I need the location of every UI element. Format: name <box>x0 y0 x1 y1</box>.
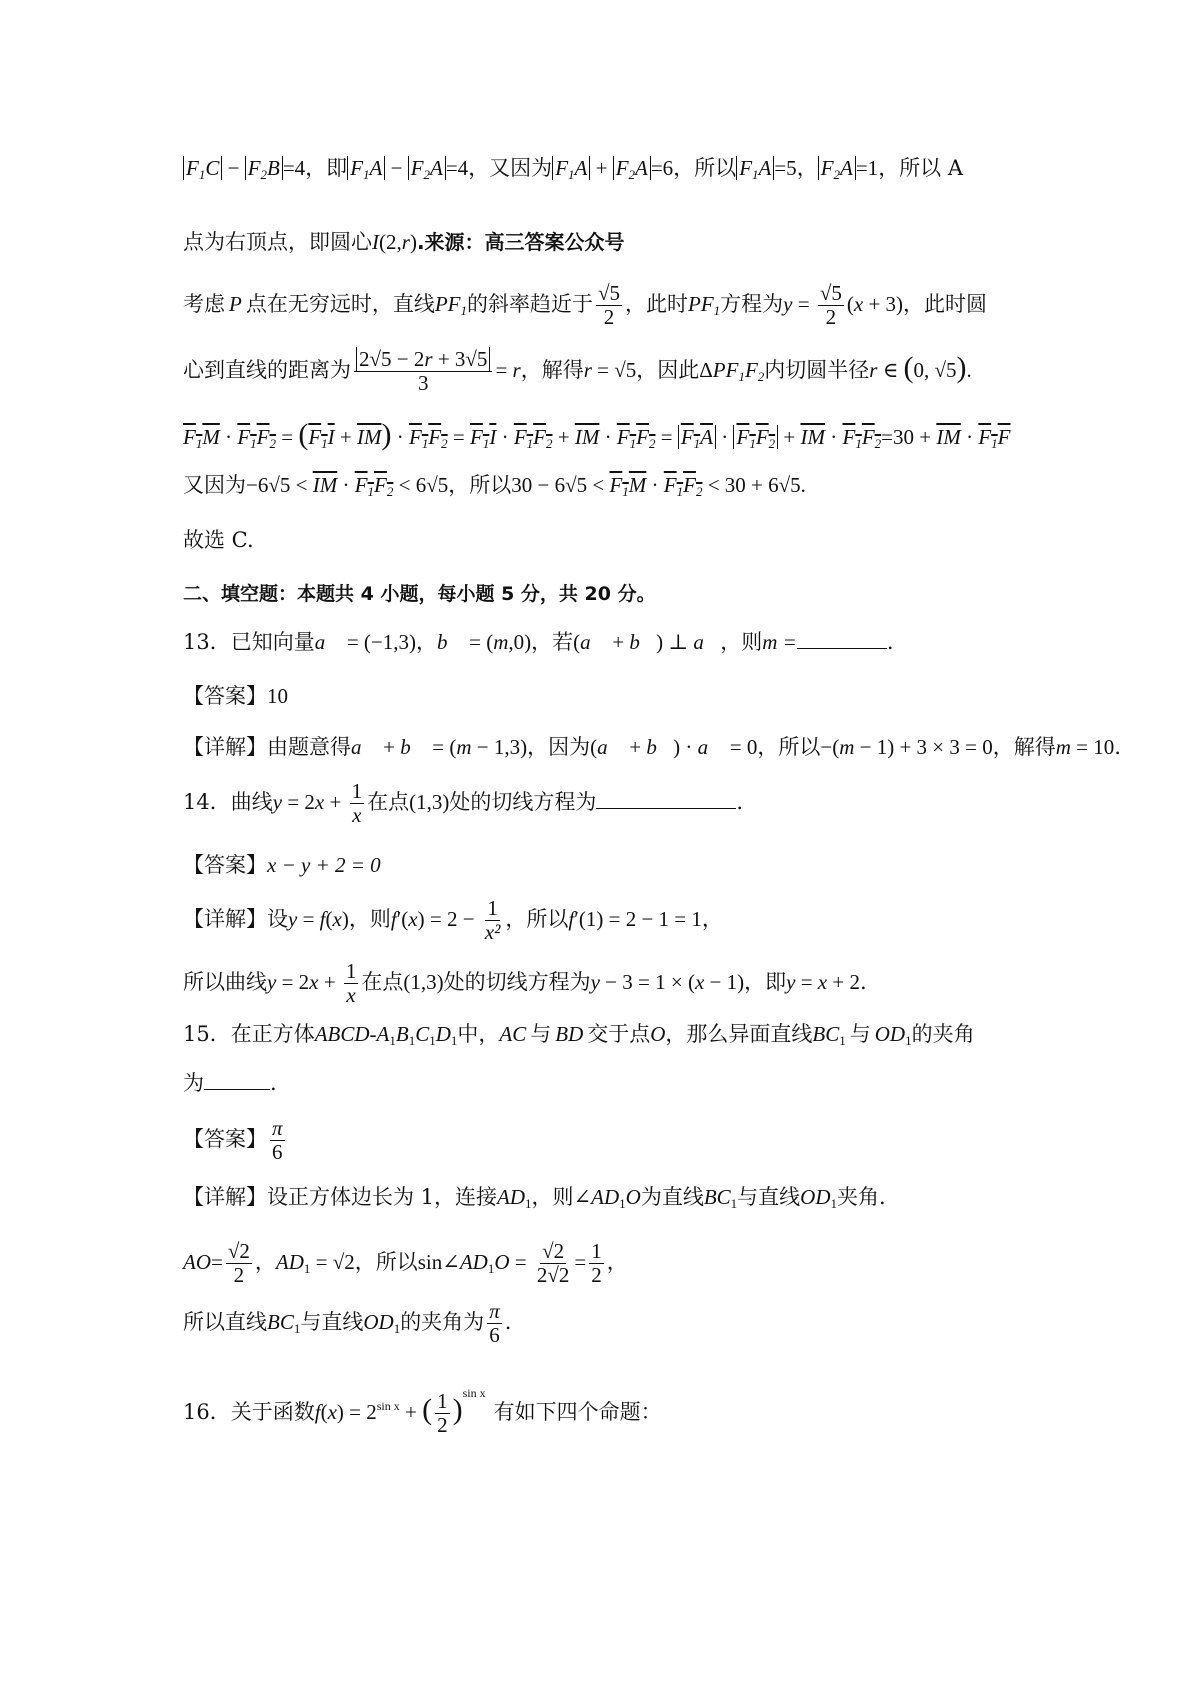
math-pf1: $PF_1$ <box>434 292 467 319</box>
math-bd: BD <box>555 1022 584 1046</box>
text: ，若 <box>531 630 574 654</box>
denominator: 6 <box>272 1140 283 1165</box>
text: ，即 <box>744 970 787 995</box>
denominator: 2 <box>437 1413 448 1438</box>
text: 中， <box>457 1022 500 1046</box>
text: ， <box>606 1250 628 1275</box>
answer-value: x − y + 2 = 0 <box>267 853 381 877</box>
eq-text: =4 <box>282 156 306 180</box>
eq-text: =5 <box>774 156 797 180</box>
question-13: 13．已知向量a⃗ = (−1,3)，b⃗ = (m,0)，若(a⃗ + b⃗) ⊥ a⃗，则m = . <box>183 630 894 654</box>
text: 在点 <box>367 790 410 815</box>
text: 设正方体边长为 1，连接 <box>267 1185 498 1209</box>
text: 为 <box>183 1071 204 1095</box>
text: 在点 <box>361 970 404 995</box>
fraction-pi-over-6 <box>487 1300 502 1347</box>
source-note: .来源：高三答案公众号 <box>416 230 625 254</box>
math-point: (1,3) <box>403 970 444 995</box>
text: . <box>736 790 744 815</box>
text: ，所以 <box>448 473 512 497</box>
detail-14-continued: 所以曲线y = 2x + $\frac{1}{x}$ 在点(1,3)处的切线方程为y − 3 = 1 × (x − 1)，即y = x + 2. <box>183 959 867 1008</box>
text: 由题意得 <box>267 735 351 759</box>
math-p: P <box>229 292 242 317</box>
abs-f1a: $F_1A$ <box>736 156 774 180</box>
text: 的夹角为 <box>400 1310 485 1335</box>
text: ， <box>416 630 438 654</box>
numerator: 1 <box>345 959 357 983</box>
text: ， <box>701 907 723 932</box>
fraction-1-over-x2 <box>483 897 503 944</box>
text: ，则 <box>720 630 763 654</box>
line-2: 点为右顶点，即圆心I(2,r).来源：高三答案公众号 <box>183 230 625 254</box>
detail-15-continued: AO= $\frac{√2}{2}$ ，$AD_1 = √2$，所以$\sin\angle AD_1O$ = $\frac{√2}{2√2}$ = $\frac{1}{2}$ ， <box>183 1239 628 1288</box>
text: ，则 <box>531 1185 574 1209</box>
text: 考虑 <box>183 292 225 317</box>
text: . <box>859 970 867 995</box>
detail-tag: 【详解】 <box>183 735 267 759</box>
math-m: m = <box>762 630 797 654</box>
numerator: √2 <box>227 1239 250 1263</box>
question-number: 14．曲线 <box>183 790 273 815</box>
text: ，此时圆 <box>903 292 988 317</box>
abs-f1c: $F_1C$ <box>183 156 222 180</box>
answer-tag: 【答案】 <box>183 853 267 877</box>
text: ，所以 <box>757 735 821 759</box>
denominator: 3 <box>417 371 429 396</box>
denominator: x <box>346 983 356 1008</box>
text: 处的切线方程为 <box>449 790 597 815</box>
fraction-sqrt5-over-2 <box>818 282 844 329</box>
conclusion: 故选 C. <box>183 528 254 552</box>
line-3: 考虑 P 点在无穷远时，直线$PF_1$的斜率趋近于 $\frac{√5}{2}$ ，此时$PF_1$方程为y = $\frac{√5}{2}$ (x + 3)，此时圆 <box>183 281 988 330</box>
text: 所以曲线 <box>183 970 267 995</box>
numerator: 1 <box>351 779 363 803</box>
text: ，解得 <box>520 358 584 383</box>
numerator: √5 <box>597 281 621 305</box>
denominator: 6 <box>489 1323 500 1348</box>
answer-tag: 【答案】 <box>183 684 267 708</box>
answer-tag: 【答案】 <box>183 1127 267 1152</box>
fraction-sqrt5-over-2 <box>596 282 622 329</box>
denominator: 2 <box>825 305 837 330</box>
math-incenter: I <box>372 230 379 254</box>
text: 所以直线 <box>183 1310 267 1335</box>
answer-blank[interactable] <box>797 632 887 649</box>
text: . <box>1114 735 1121 759</box>
fraction-1-over-2 <box>589 1240 604 1287</box>
line-1: $F_1C - F_2B =4$，即 $F_1A - F_2A =4$，又因为 $F_1A + F_2A =6$，所以 $F_1A =5$， $F_2A =1$，所以 A <box>183 158 963 179</box>
text: 内切圆半径 <box>764 358 870 383</box>
detail-15: 【详解】设正方体边长为 1，连接$AD_1$，则$\angle AD_1O$为直线$BC_1$与直线$OD_1$夹角. <box>183 1185 886 1211</box>
math-pf1: $PF_1$ <box>688 292 721 319</box>
question-number: 13．已知向量 <box>183 630 315 654</box>
text: ，又因为 <box>468 156 553 180</box>
detail-tag: 【详解】 <box>183 907 267 932</box>
question-16: 16．关于函数$f(x) = 2^{sin x}$ + ( $\frac{1}{2}$ )$^{sin x}$有如下四个命题： <box>183 1386 662 1438</box>
numerator: 1 <box>437 1389 448 1413</box>
text: 的斜率趋近于 <box>466 292 593 317</box>
exponent: sin x <box>376 1399 400 1414</box>
numerator: 1 <box>487 896 498 920</box>
text: =30 + <box>881 425 932 449</box>
text: ，所以 <box>673 156 737 180</box>
text: 又因为 <box>183 473 246 497</box>
text: . <box>270 1071 277 1095</box>
numerator: √2 <box>542 1239 565 1263</box>
math-point: (1,3) <box>409 790 450 815</box>
text: ，因为 <box>527 735 591 759</box>
detail-13: 【详解】由题意得a⃗ + b⃗ = (m − 1,3)，因为(a⃗ + b⃗) · a⃗ = 0，所以−(m − 1) + 3 × 3 = 0，解得m = 10. <box>183 735 1121 759</box>
detail-14: 【详解】设y = f(x)，则f′(x) = 2 − $\frac{1}{\text{x²}}$ ，所以f′(1) = 2 − 1 = 1， <box>183 896 723 945</box>
abs-f2b: $F_2B$ <box>245 156 283 180</box>
text: . <box>886 630 894 654</box>
answer-blank[interactable] <box>204 1073 270 1090</box>
detail-tag: 【详解】 <box>183 1185 267 1209</box>
denominator: x <box>352 803 362 828</box>
question-number: 15．在正方体 <box>183 1022 315 1046</box>
fraction-1-over-x <box>350 780 365 827</box>
numerator: 1 <box>591 1239 602 1263</box>
text: ， <box>254 1250 276 1275</box>
text: ，那么异面直线 <box>665 1022 813 1046</box>
section-heading <box>183 583 656 604</box>
fraction-1-over-2 <box>435 1390 450 1437</box>
text: . <box>504 1310 512 1335</box>
math-o: O <box>650 1022 666 1046</box>
denominator: 2 <box>233 1263 245 1288</box>
text: 的夹角 <box>911 1022 975 1046</box>
text: ，此时 <box>625 292 689 317</box>
detail-15-conclusion: 所以直线$BC_1$与直线$OD_1$的夹角为 $\frac{\pi}{6}$ . <box>183 1299 512 1348</box>
question-number: 16．关于函数 <box>183 1400 315 1425</box>
eq-text: =6 <box>650 156 674 180</box>
text: 与 <box>849 1022 871 1046</box>
text: ，因此 <box>636 358 700 383</box>
text: ， <box>796 156 818 180</box>
denominator: 2√2 <box>536 1263 570 1288</box>
numerator: π <box>272 1116 283 1140</box>
text: ，则 <box>348 907 391 932</box>
abs-f2a: $F_2A$ <box>408 156 446 180</box>
abs-f2a: $F_2A$ <box>818 156 856 180</box>
distance-fraction <box>354 348 492 395</box>
text: 设 <box>267 907 288 932</box>
question-15-continued <box>183 1073 277 1094</box>
text: 与 <box>530 1022 552 1046</box>
text: ，所以 <box>505 907 569 932</box>
text: ，所以 A <box>878 156 964 180</box>
eq-text: =1 <box>855 156 879 180</box>
answer-15 <box>183 1117 288 1164</box>
text: 与直线 <box>300 1310 364 1335</box>
denominator: 2 <box>591 1263 602 1288</box>
text: 处的切线方程为 <box>443 970 591 995</box>
abs-f1a: $F_1A$ <box>552 156 590 180</box>
numerator: π <box>489 1299 500 1323</box>
denominator: 2 <box>603 305 615 330</box>
answer-14 <box>183 855 381 876</box>
text: ，即 <box>305 156 348 180</box>
eq-text: =4 <box>445 156 469 180</box>
text: 点在无穷远时，直线 <box>245 292 435 317</box>
question-14: 14．曲线y = 2x + $\frac{1}{x}$ 在点(1,3)处的切线方程为 . <box>183 779 744 828</box>
answer-blank[interactable] <box>596 792 736 809</box>
text: 点为右顶点，即圆心 <box>183 230 372 254</box>
text: ，解得 <box>992 735 1056 759</box>
line-6: 又因为$-6√5 < \overline{IM} \cdot F_1F_2 < 6√5$，所以$30 - 6√5 < F_1M \cdot F_1F_2 < 30 + 6√5$. <box>183 473 806 499</box>
fraction-pi-over-6 <box>270 1117 285 1164</box>
text: 方程为 <box>720 292 784 317</box>
text: 心到直线的距离为 <box>183 358 351 383</box>
fraction-1-over-x <box>344 960 359 1007</box>
text: 为直线 <box>640 1185 704 1209</box>
text: ，所以 <box>354 1250 418 1275</box>
text: 与直线 <box>737 1185 801 1209</box>
line-4: 心到直线的距离为 $\frac{2√5 - 2r + 3√5}{3}$ = r，解得r = √5，因此$\Delta PF_1F_2$内切圆半径r ∈ (0, √5). <box>183 347 972 396</box>
numerator: √5 <box>819 281 842 305</box>
question-15: 15．在正方体ABCD-$A_1B_1C_1D_1$中，AC 与 BD 交于点O，那么异面直线$BC_1$ 与 $OD_1$的夹角 <box>183 1022 975 1048</box>
section-title: 二、填空题：本题共 4 小题，每小题 5 分，共 20 分。 <box>183 583 656 605</box>
fraction-sqrt2-over-2 <box>226 1240 252 1287</box>
text: 交于点 <box>587 1022 651 1046</box>
text: 夹角. <box>837 1185 886 1209</box>
line-5: $F_1M \cdot F_1F_2 = (F_1I + \overline{IM}) \cdot F_1F_2 = F_1I \cdot F_1F_2 + \overline{IM} \cdot F_1F_2 = F_1A \cdot F_1F_2 + \overline{IM} \cdot F_1F_2=30 + \overline{IM} \cdot F_1F$ <box>183 418 1011 451</box>
fraction-sqrt2-over-2sqrt2 <box>535 1240 572 1287</box>
text: 有如下四个命题： <box>493 1400 662 1425</box>
math-ac: AC <box>499 1022 527 1046</box>
numerator: 2√5 − 2r + 3√5 <box>354 348 492 372</box>
abs-f1a: $F_1A$ <box>347 156 385 180</box>
answer-value: 10 <box>267 684 288 708</box>
answer-13 <box>183 686 288 707</box>
text: = <box>574 1250 587 1275</box>
line-7 <box>183 530 254 551</box>
abs-f2a: $F_2A$ <box>613 156 651 180</box>
denominator: x² <box>484 920 501 945</box>
exponent: sin x <box>462 1386 486 1401</box>
